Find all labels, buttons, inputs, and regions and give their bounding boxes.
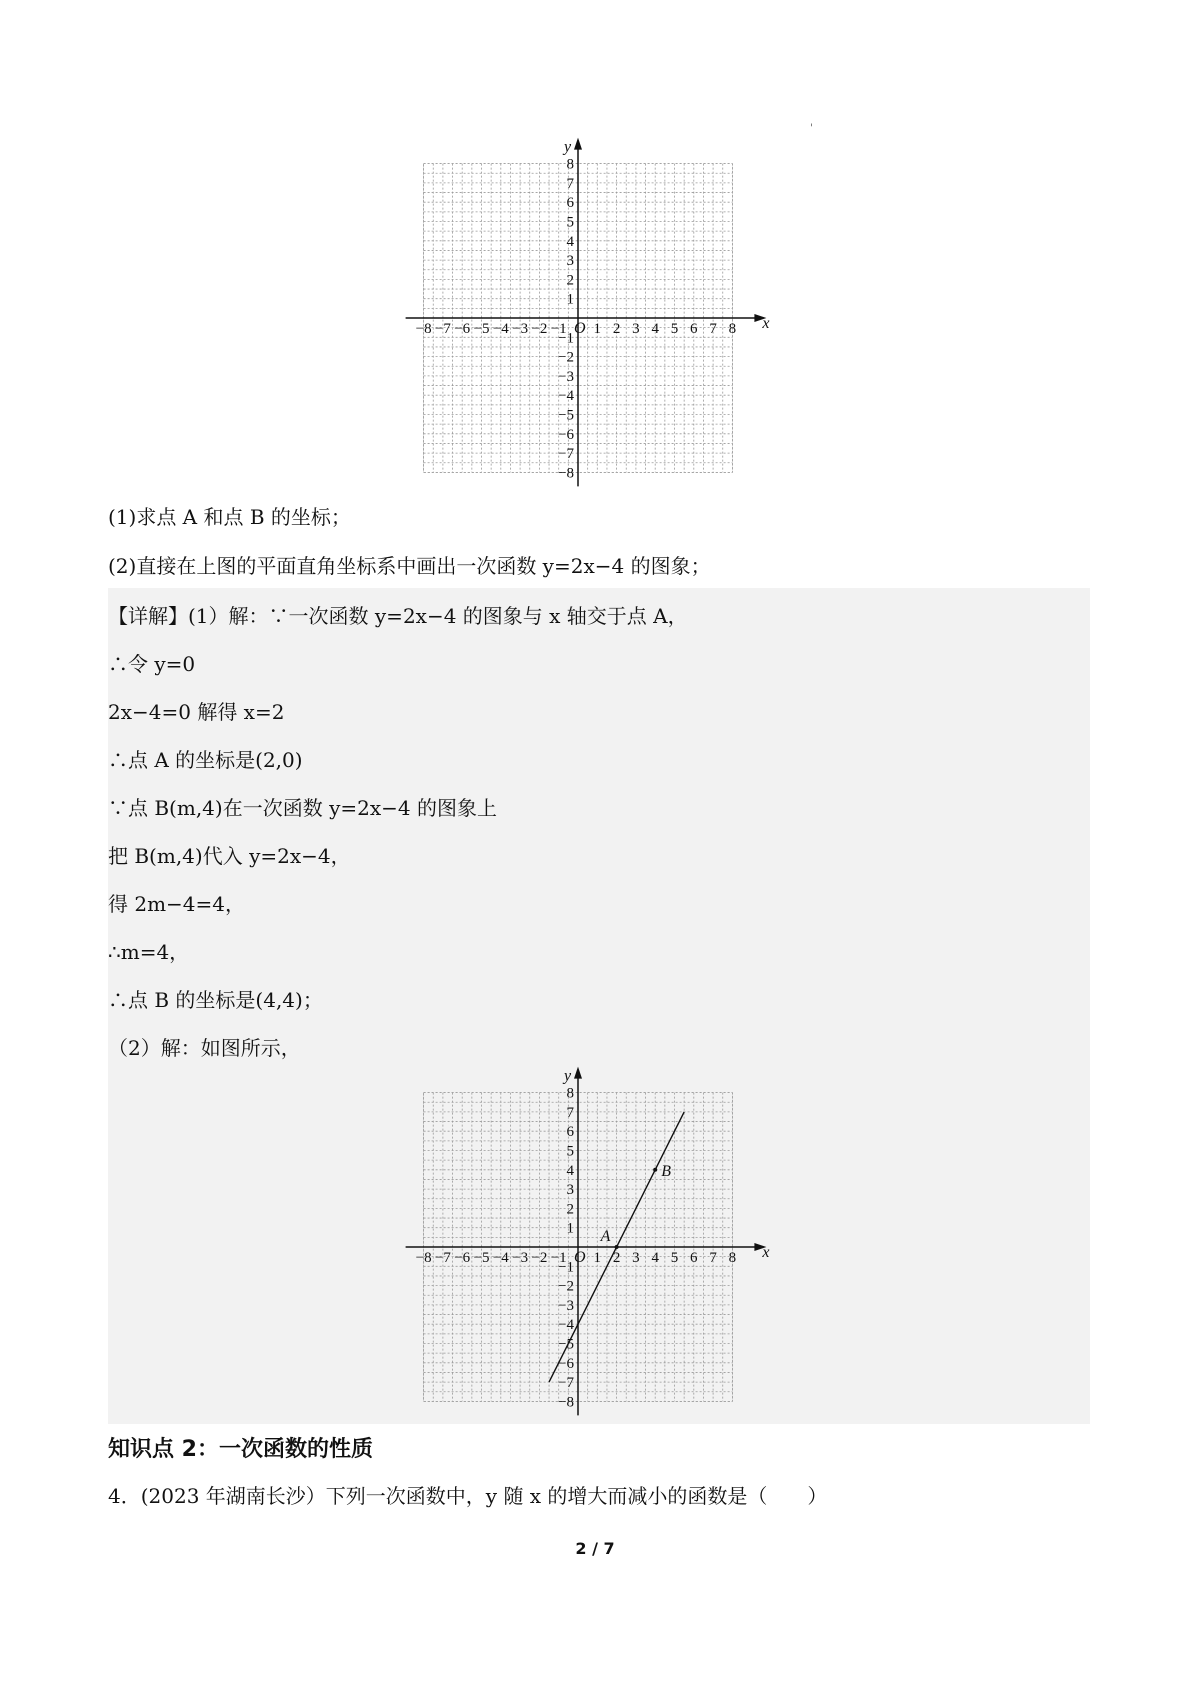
solution-line: ∴点 B 的坐标是(4,4)； xyxy=(108,988,323,1012)
y-tick-label: −6 xyxy=(558,1355,574,1372)
x-tick-label: −6 xyxy=(454,1250,471,1266)
x-tick-label: 1 xyxy=(593,321,602,337)
solution-line: ∵点 B(m,4)在一次函数 y=2x−4 的图象上 xyxy=(108,796,497,820)
point-b xyxy=(653,1168,657,1172)
y-axis-label: y xyxy=(564,1067,572,1085)
y-tick-label: 5 xyxy=(566,1143,574,1160)
y-tick-label: 5 xyxy=(566,214,574,231)
stray-mark: ' xyxy=(810,123,813,134)
x-tick-label: 3 xyxy=(632,1250,640,1266)
question-2: (2)直接在上图的平面直角坐标系中画出一次函数 y=2x−4 的图象； xyxy=(108,554,711,578)
x-tick-label: 2 xyxy=(612,321,621,337)
y-tick-label: 2 xyxy=(566,272,574,289)
x-tick-label: −5 xyxy=(473,321,490,337)
section-heading: 知识点 2：一次函数的性质 xyxy=(108,1437,373,1462)
y-tick-label: 7 xyxy=(566,1104,574,1121)
y-tick-label: 8 xyxy=(566,1085,574,1102)
x-tick-label: 7 xyxy=(709,1250,717,1266)
y-tick-label: −3 xyxy=(558,1297,574,1314)
y-tick-label: −8 xyxy=(558,1394,574,1411)
x-tick-label: −3 xyxy=(512,1250,529,1266)
point-a-label: A xyxy=(600,1228,611,1245)
x-tick-label: 6 xyxy=(690,1250,698,1266)
y-tick-label: −8 xyxy=(558,465,574,482)
y-tick-label: 8 xyxy=(566,156,574,173)
y-tick-label: −5 xyxy=(558,1336,574,1353)
y-tick-label: 4 xyxy=(566,233,574,250)
y-tick-label: −4 xyxy=(558,388,574,405)
page-number: 2 / 7 xyxy=(575,1539,615,1558)
solution-line: （2）解：如图所示， xyxy=(108,1036,301,1060)
x-tick-label: −1 xyxy=(550,321,567,337)
solution-line: ∴令 y=0 xyxy=(108,652,196,676)
x-tick-label: −5 xyxy=(473,1250,490,1266)
y-tick-label: 1 xyxy=(566,291,574,308)
x-tick-label: −4 xyxy=(492,321,509,337)
x-tick-label: 6 xyxy=(690,321,698,337)
y-tick-label: 6 xyxy=(566,195,574,212)
y-tick-label: 1 xyxy=(566,1220,574,1237)
x-tick-label: 1 xyxy=(593,1250,602,1266)
solution-line: 把 B(m,4)代入 y=2x−4， xyxy=(108,844,351,868)
x-axis-label: x xyxy=(762,315,770,332)
y-tick-label: −7 xyxy=(558,446,574,463)
y-tick-label: −6 xyxy=(558,426,574,443)
x-tick-label: −2 xyxy=(531,1250,548,1266)
y-tick-label: −4 xyxy=(558,1317,574,1334)
y-tick-label: −2 xyxy=(558,349,574,366)
x-tick-label: 5 xyxy=(670,321,679,337)
y-tick-label: −2 xyxy=(558,1278,574,1295)
y-tick-label: −7 xyxy=(558,1375,574,1392)
x-tick-label: 8 xyxy=(728,1250,737,1266)
solution-line: 2x−4=0 解得 x=2 xyxy=(108,700,285,724)
x-tick-label: −7 xyxy=(434,1250,451,1266)
x-tick-label: −6 xyxy=(454,321,471,337)
x-tick-label: 4 xyxy=(651,321,659,337)
y-tick-label: 7 xyxy=(566,175,574,192)
point-a xyxy=(615,1245,619,1249)
x-tick-label: −8 xyxy=(415,321,432,337)
solution-line: ∴m=4， xyxy=(108,940,190,964)
x-tick-label: 4 xyxy=(651,1250,659,1266)
x-tick-label: −2 xyxy=(531,321,548,337)
y-axis-label: y xyxy=(564,138,572,156)
y-tick-label: 4 xyxy=(566,1162,574,1179)
y-tick-label: 3 xyxy=(566,253,574,270)
y-axis-arrow xyxy=(574,1067,582,1079)
y-tick-label: 2 xyxy=(566,1201,574,1218)
x-tick-label: −3 xyxy=(512,321,529,337)
solution-line: 得 2m−4=4， xyxy=(108,892,246,916)
solution-line: 【详解】(1）解：∵一次函数 y=2x−4 的图象与 x 轴交于点 A， xyxy=(108,604,688,628)
x-tick-label: −8 xyxy=(415,1250,432,1266)
question-1: (1)求点 A 和点 B 的坐标； xyxy=(108,505,351,529)
y-tick-label: −1 xyxy=(558,330,574,347)
x-tick-label: −1 xyxy=(550,1250,567,1266)
x-tick-label: 3 xyxy=(632,321,640,337)
solution-line: ∴点 A 的坐标是(2,0) xyxy=(108,748,303,772)
y-tick-label: −5 xyxy=(558,407,574,424)
x-tick-label: 8 xyxy=(728,321,737,337)
question-4: 4．(2023 年湖南长沙）下列一次函数中，y 随 x 的增大而减小的函数是（ ） xyxy=(108,1484,828,1508)
y-tick-label: −1 xyxy=(558,1259,574,1276)
y-tick-label: −3 xyxy=(558,368,574,385)
x-tick-label: −4 xyxy=(492,1250,509,1266)
y-tick-label: 6 xyxy=(566,1124,574,1141)
y-tick-label: 3 xyxy=(566,1182,574,1199)
x-tick-label: 7 xyxy=(709,321,717,337)
point-b-label: B xyxy=(661,1162,671,1180)
x-tick-label: 5 xyxy=(670,1250,679,1266)
x-tick-label: −7 xyxy=(434,321,451,337)
x-tick-label: 2 xyxy=(612,1250,621,1266)
x-axis-label: x xyxy=(762,1244,770,1261)
origin-label: O xyxy=(574,320,586,337)
origin-label: O xyxy=(574,1249,586,1266)
